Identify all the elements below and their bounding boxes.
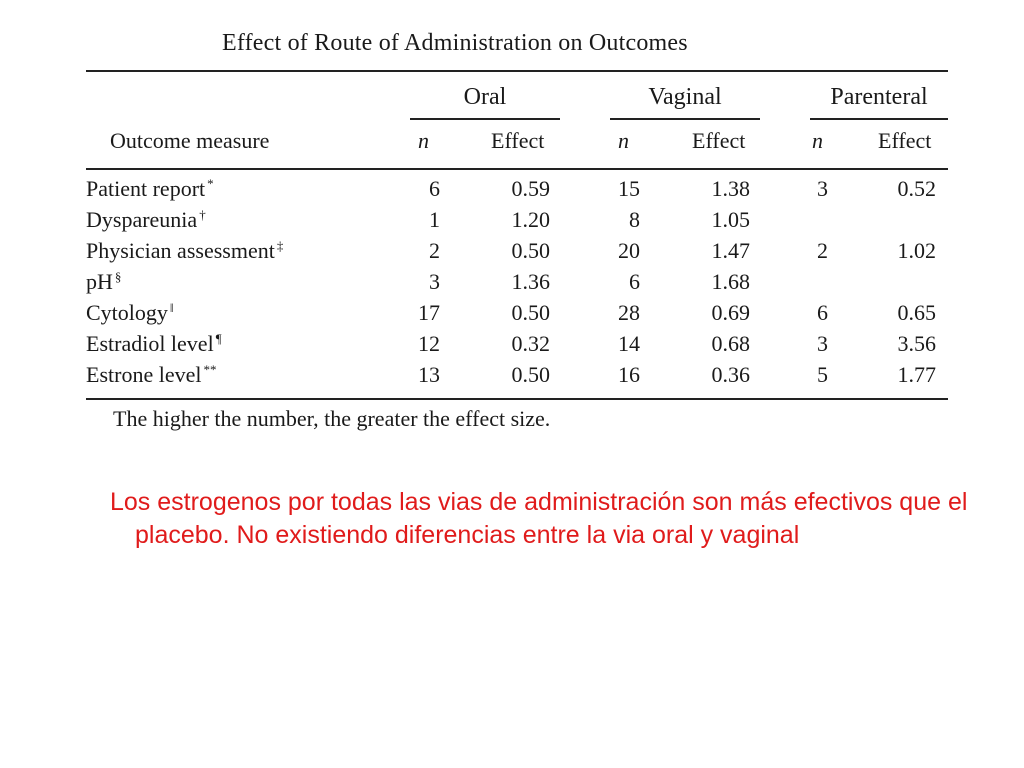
footnote-mark: ¶ bbox=[215, 330, 222, 346]
footnote-mark: § bbox=[114, 268, 122, 284]
oral-n-cell: 17 bbox=[418, 300, 440, 325]
table-row bbox=[0, 269, 1024, 300]
oral-effect-cell: 0.50 bbox=[511, 362, 550, 387]
parenteral-n-cell: 3 bbox=[817, 331, 828, 356]
group-header-vaginal: Vaginal bbox=[648, 84, 722, 110]
column-header-parenteral-n: n bbox=[812, 128, 823, 153]
table-row bbox=[0, 300, 1024, 331]
parenteral-effect-cell: 1.02 bbox=[897, 238, 936, 263]
footnote-mark: ‖ bbox=[169, 299, 174, 315]
footnote-mark: † bbox=[199, 206, 206, 222]
table-row bbox=[0, 207, 1024, 238]
column-header-vaginal-n: n bbox=[618, 128, 629, 153]
parenteral-effect-cell: 1.77 bbox=[897, 362, 936, 387]
footnote-mark: ** bbox=[203, 361, 217, 377]
parenteral-n-cell: 5 bbox=[817, 362, 828, 387]
vaginal-effect-cell: 0.36 bbox=[711, 362, 750, 387]
oral-effect-cell: 1.20 bbox=[511, 207, 550, 232]
column-header-oral-effect: Effect bbox=[491, 128, 545, 153]
vaginal-effect-cell: 1.38 bbox=[711, 176, 750, 201]
oral-n-cell: 3 bbox=[429, 269, 440, 294]
oral-n-cell: 1 bbox=[429, 207, 440, 232]
vaginal-effect-cell: 1.68 bbox=[711, 269, 750, 294]
oral-effect-cell: 0.59 bbox=[511, 176, 550, 201]
row-label: Dyspareunia † bbox=[86, 206, 206, 232]
oral-n-cell: 2 bbox=[429, 238, 440, 263]
table-row bbox=[0, 331, 1024, 362]
vaginal-effect-cell: 1.47 bbox=[711, 238, 750, 263]
table-footnote: The higher the number, the greater the effect size. bbox=[113, 406, 551, 431]
row-label: Cytology ‖ bbox=[86, 299, 174, 325]
oral-n-cell: 12 bbox=[418, 331, 440, 356]
vaginal-n-cell: 20 bbox=[618, 238, 640, 263]
parenteral-n-cell: 6 bbox=[817, 300, 828, 325]
table-bottom-rule bbox=[86, 398, 948, 400]
row-label: pH § bbox=[86, 268, 122, 294]
parenteral-effect-cell: 0.52 bbox=[897, 176, 936, 201]
table-title: Effect of Route of Administration on Outcomes bbox=[222, 30, 688, 56]
parenteral-effect-cell: 0.65 bbox=[897, 300, 936, 325]
parenteral-effect-cell: 3.56 bbox=[897, 331, 936, 356]
column-header-vaginal-effect: Effect bbox=[692, 128, 746, 153]
row-label: Patient report * bbox=[86, 175, 214, 201]
column-header-outcome: Outcome measure bbox=[110, 128, 270, 153]
vaginal-effect-cell: 0.69 bbox=[711, 300, 750, 325]
table-header-rule bbox=[86, 168, 948, 170]
group-underline-parenteral bbox=[810, 118, 948, 120]
parenteral-n-cell: 2 bbox=[817, 238, 828, 263]
oral-effect-cell: 0.50 bbox=[511, 238, 550, 263]
column-header-parenteral-effect: Effect bbox=[878, 128, 932, 153]
vaginal-n-cell: 6 bbox=[629, 269, 640, 294]
oral-effect-cell: 0.50 bbox=[511, 300, 550, 325]
vaginal-n-cell: 28 bbox=[618, 300, 640, 325]
row-label: Estrone level ** bbox=[86, 361, 217, 387]
oral-n-cell: 13 bbox=[418, 362, 440, 387]
table-row bbox=[0, 362, 1024, 393]
footnote-mark: ‡ bbox=[276, 237, 284, 253]
column-header-oral-n: n bbox=[418, 128, 429, 153]
table-top-rule bbox=[86, 70, 948, 72]
oral-effect-cell: 1.36 bbox=[511, 269, 550, 294]
vaginal-n-cell: 15 bbox=[618, 176, 640, 201]
table-row bbox=[0, 238, 1024, 269]
group-header-parenteral: Parenteral bbox=[830, 84, 928, 110]
vaginal-effect-cell: 1.05 bbox=[711, 207, 750, 232]
table-row bbox=[0, 176, 1024, 207]
footnote-mark: * bbox=[207, 175, 214, 191]
oral-effect-cell: 0.32 bbox=[511, 331, 550, 356]
vaginal-n-cell: 8 bbox=[629, 207, 640, 232]
row-label: Physician assessment ‡ bbox=[86, 237, 284, 263]
row-label: Estradiol level ¶ bbox=[86, 330, 222, 356]
vaginal-effect-cell: 0.68 bbox=[711, 331, 750, 356]
group-underline-oral bbox=[410, 118, 560, 120]
conclusion-note: Los estrogenos por todas las vias de administración son más efectivos que el placebo. No existiendo diferencias entre la via oral y vaginal bbox=[110, 488, 968, 549]
parenteral-n-cell: 3 bbox=[817, 176, 828, 201]
group-header-oral: Oral bbox=[463, 84, 507, 110]
vaginal-n-cell: 14 bbox=[618, 331, 640, 356]
group-underline-vaginal bbox=[610, 118, 760, 120]
oral-n-cell: 6 bbox=[429, 176, 440, 201]
vaginal-n-cell: 16 bbox=[618, 362, 640, 387]
